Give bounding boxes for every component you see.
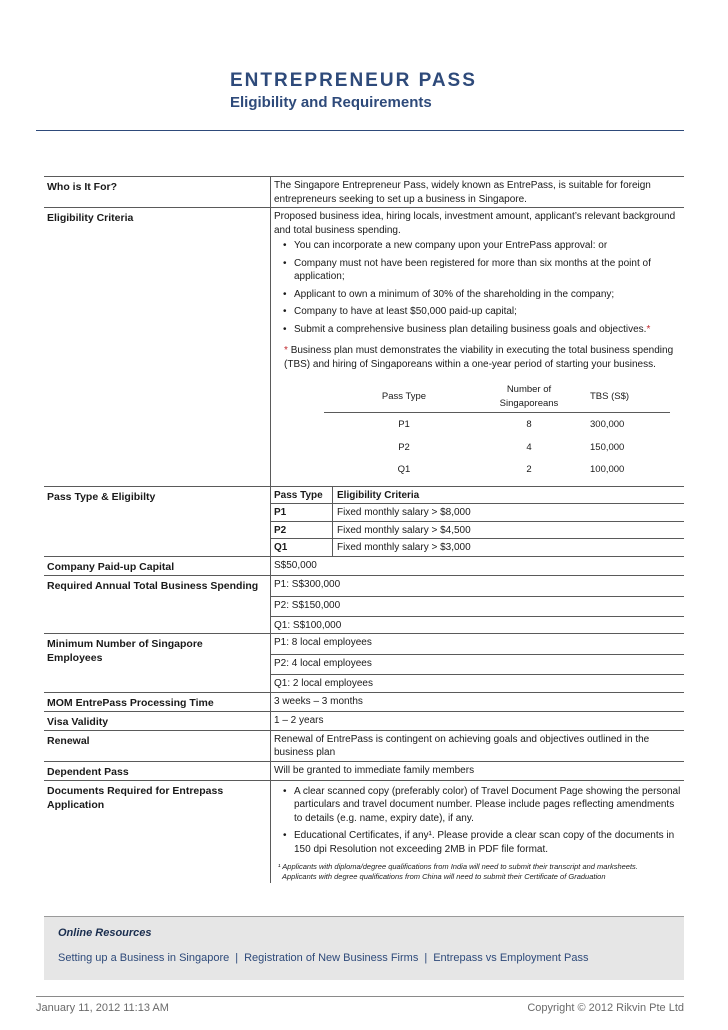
- link-separator: |: [424, 952, 428, 964]
- resources-links: [58, 952, 588, 964]
- row-label: Renewal: [47, 734, 90, 747]
- table-cell: Q1: [397, 464, 411, 475]
- row-label: Eligibility Criteria: [47, 212, 134, 224]
- footer-date: January 11, 2012 11:13 AM: [36, 1002, 169, 1014]
- row-value: [270, 208, 684, 486]
- table-cell: Fixed monthly salary > $4,500: [337, 524, 471, 536]
- list-item: Q1: S$100,000: [271, 616, 684, 634]
- row-value: Will be granted to immediate family members: [270, 762, 684, 780]
- table-row: [324, 458, 670, 481]
- row-label: Minimum Number of Singapore Employees: [47, 638, 203, 664]
- table-cell: P2: [271, 522, 333, 539]
- row-value: 1 – 2 years: [270, 712, 684, 730]
- footnote-line: Applicants with degree qualifications from China will need to submit their Certificate of Graduation: [282, 872, 606, 881]
- link-business-setup[interactable]: Setting up a Business in Singapore: [58, 952, 230, 964]
- footer-divider: [36, 996, 684, 997]
- page-subtitle: Eligibility and Requirements: [230, 94, 432, 111]
- table-cell: Fixed monthly salary > $3,000: [337, 542, 471, 553]
- table-row: [271, 503, 684, 521]
- table-cell: 4: [526, 441, 532, 453]
- link-firm-registration[interactable]: Registration of New Business Firms: [244, 952, 419, 964]
- row-dependent: [44, 761, 684, 780]
- list-item-text: Submit a comprehensive business plan detailing business goals and objectives.: [294, 323, 647, 335]
- note-text: Business plan must demonstrates the viability in executing the total business spending (TBS) and hiring of Singaporeans within a one-year period of starting your business.: [284, 345, 674, 370]
- row-spending: [44, 575, 684, 634]
- row-employees: [44, 633, 684, 692]
- list-item: P2: 4 local employees: [271, 654, 684, 674]
- document-header: [230, 70, 477, 111]
- pass-type-header: [271, 487, 684, 504]
- list-item: P2: S$150,000: [271, 596, 684, 616]
- page-title: ENTREPRENEUR PASS: [230, 70, 477, 91]
- requirements-table: [44, 176, 684, 883]
- table-row: [324, 436, 670, 459]
- row-value: 3 weeks – 3 months: [270, 693, 684, 711]
- business-plan-note: [274, 344, 684, 371]
- table-cell: P1: [271, 504, 333, 521]
- table-row: [271, 521, 684, 539]
- asterisk-mark: *: [284, 345, 288, 356]
- row-label: Required Annual Total Business Spending: [47, 579, 259, 592]
- row-pass-type: [44, 486, 684, 556]
- asterisk-mark: *: [646, 323, 651, 335]
- row-value: [270, 781, 684, 884]
- column-header: Pass Type: [271, 487, 333, 504]
- footnote: [274, 860, 684, 882]
- row-who: [44, 176, 684, 207]
- column-header: Pass Type: [324, 381, 484, 413]
- row-label: Documents Required for Entrepass Application: [47, 784, 224, 811]
- row-value: [270, 634, 684, 692]
- row-visa: [44, 711, 684, 730]
- table-row: [271, 538, 684, 556]
- row-label: Dependent Pass: [47, 765, 129, 778]
- row-label: Company Paid-up Capital: [47, 560, 175, 573]
- row-processing: [44, 692, 684, 711]
- table-cell: 300,000: [590, 419, 625, 430]
- table-cell: 150,000: [590, 441, 625, 453]
- row-value: S$50,000: [270, 557, 684, 575]
- row-value: [270, 576, 684, 634]
- eligibility-list: [274, 239, 684, 336]
- link-separator: |: [235, 952, 239, 964]
- list-item: • You can incorporate a new company upon your EntrePass approval: or: [274, 239, 684, 253]
- row-documents: [44, 780, 684, 884]
- footer-copyright: Copyright © 2012 Rikvin Pte Ltd: [527, 1002, 684, 1014]
- table-cell: Fixed monthly salary > $8,000: [337, 507, 471, 518]
- link-entrepass-vs-ep[interactable]: Entrepass vs Employment Pass: [433, 952, 589, 964]
- row-label: Visa Validity: [47, 715, 109, 728]
- list-item: • A clear scanned copy (preferably color) of Travel Document Page showing the personal particulars and travel document number. Please include pages reflecting amendments to details (e.g. name, expiry date), if any.: [274, 785, 684, 826]
- row-eligibility: [44, 207, 684, 486]
- row-capital: [44, 556, 684, 575]
- column-header: Number of Singaporeans: [484, 381, 574, 413]
- resources-title: Online Resources: [58, 927, 152, 939]
- list-item: • Applicant to own a minimum of 30% of the shareholding in the company;: [274, 288, 684, 302]
- row-label: Who is It For?: [47, 181, 117, 193]
- header-divider: [36, 130, 684, 131]
- row-value: Renewal of EntrePass is contingent on achieving goals and objectives outlined in the business plan: [270, 731, 684, 761]
- row-label: Pass Type & Eligibilty: [47, 490, 156, 503]
- table-cell: P1: [398, 419, 410, 430]
- row-label: MOM EntrePass Processing Time: [47, 696, 214, 709]
- eligibility-intro: Proposed business idea, hiring locals, investment amount, applicant’s relevant background and total business spending.: [274, 211, 676, 236]
- footnote-line: ¹ Applicants with diploma/degree qualifications from India will need to submit their transcript and marksheets.: [278, 862, 638, 871]
- row-value: [270, 487, 684, 556]
- column-header: Eligibility Criteria: [337, 489, 420, 501]
- table-row: [324, 413, 670, 436]
- list-item: [274, 323, 684, 337]
- list-item: • Company must not have been registered for more than six months at the point of application;: [274, 257, 684, 284]
- documents-list: [274, 785, 684, 857]
- table-cell: Q1: [271, 539, 333, 556]
- table-cell: 8: [526, 419, 532, 430]
- tbs-table: [324, 381, 670, 481]
- list-item: P1: S$300,000: [274, 578, 341, 590]
- table-cell: P2: [398, 441, 410, 453]
- row-renewal: [44, 730, 684, 761]
- online-resources-box: [44, 916, 684, 980]
- list-item: Q1: 2 local employees: [271, 674, 684, 692]
- row-value: The Singapore Entrepreneur Pass, widely known as EntrePass, is suitable for foreign entrepreneurs seeking to set up a business in Singapore.: [270, 177, 684, 207]
- table-cell: 100,000: [590, 464, 625, 475]
- list-item: P1: 8 local employees: [274, 637, 372, 648]
- list-item: • Company to have at least $50,000 paid-up capital;: [274, 305, 684, 319]
- table-cell: 2: [526, 464, 532, 475]
- column-header: TBS (S$): [574, 381, 670, 413]
- list-item: • Educational Certificates, if any¹. Please provide a clear scan copy of the documents in 150 dpi Resolution not exceeding 2MB in PDF file format.: [274, 829, 684, 856]
